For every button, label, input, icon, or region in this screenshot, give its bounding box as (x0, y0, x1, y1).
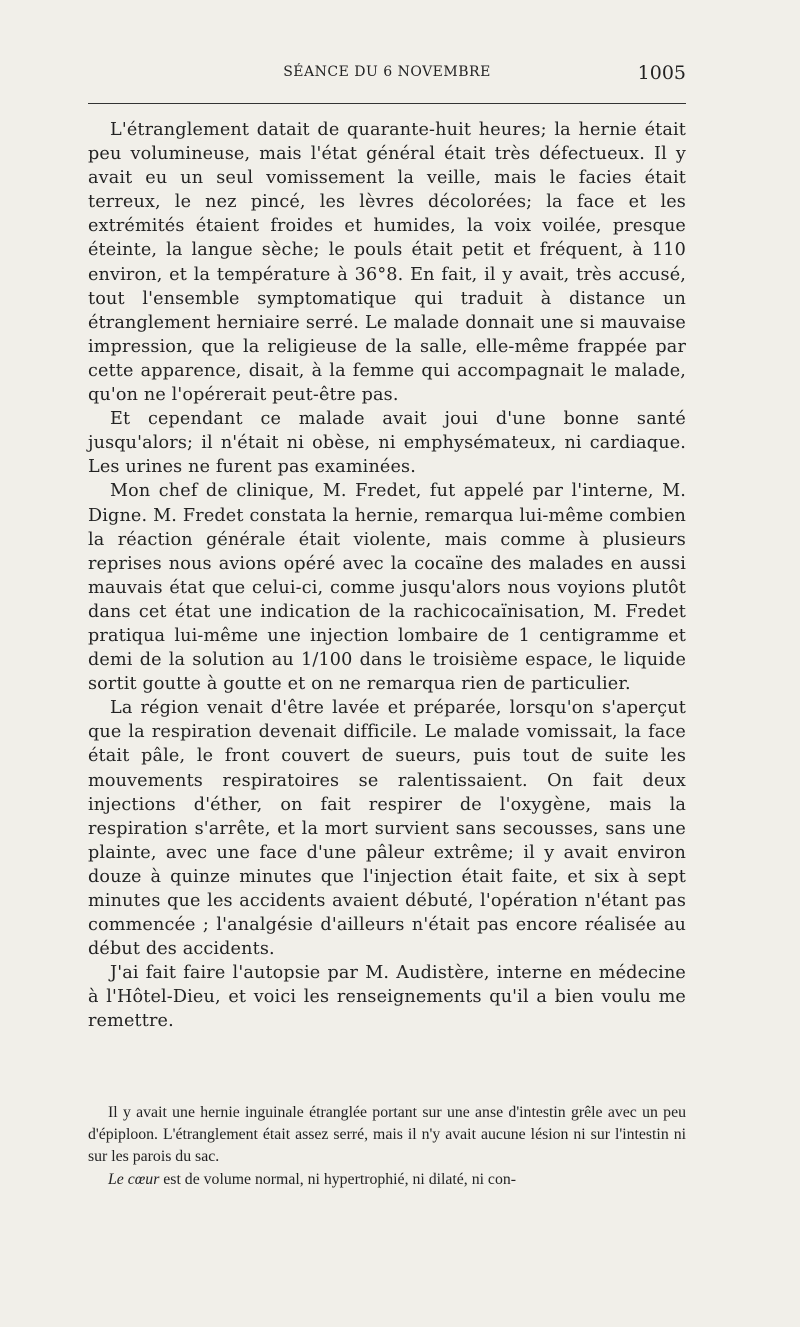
paragraph: L'étranglement datait de quarante-huit heures; la hernie était peu volumineuse, mais l'état général était très défectueux. Il y avait eu un seul vomissement la veille, mais le facies était terreux, le nez pincé, les lèvres décolorées; la face et les extrémités étaient froides et humides, la voix voilée, presque éteinte, la langue sèche; le pouls était petit et fréquent, à 110 environ, et la température à 36°8. En fait, il y avait, très accusé, tout l'ensemble symptomatique qui traduit à distance un étranglement herniaire serré. Le malade donnait une si mauvaise impression, que la religieuse de la salle, elle-même frappée par cette apparence, disait, à la femme qui accompagnait le malade, qu'on ne l'opérerait peut-être pas. (88, 120, 686, 406)
paragraph: Et cependant ce malade avait joui d'une bonne santé jusqu'alors; il n'était ni obèse, ni emphysémateux, ni cardiaque. Les urines ne furent pas examinées. (88, 409, 686, 478)
italic-term: Le cœur (108, 1170, 160, 1188)
report-paragraph (88, 1169, 686, 1191)
report-text: est de volume normal, ni hypertrophié, ni dilaté, ni con- (159, 1170, 517, 1188)
page-number: 1005 (637, 62, 686, 84)
paragraph: J'ai fait faire l'autopsie par M. Audistère, interne en médecine à l'Hôtel-Dieu, et voici les renseignements qu'il a bien voulu me remettre. (88, 963, 686, 1032)
autopsy-report (88, 1102, 686, 1191)
page-header (88, 62, 686, 90)
header-rule (88, 103, 686, 104)
paragraph: Mon chef de clinique, M. Fredet, fut appelé par l'interne, M. Digne. M. Fredet constata la hernie, remarqua lui-même combien la réaction générale était violente, mais comme à plusieurs reprises nous avions opéré avec la cocaïne des malades en aussi mauvais état que celui-ci, comme jusqu'alors nous voyions plutôt dans cet état une indication de la rachicocaïnisation, M. Fredet pratiqua lui-même une injection lombaire de 1 centigramme et demi de la solution au 1/100 dans le troisième espace, le liquide sortit goutte à goutte et on ne remarqua rien de particulier. (88, 481, 686, 695)
paragraph: La région venait d'être lavée et préparée, lorsqu'on s'aperçut que la respiration devenait difficile. Le malade vomissait, la face était pâle, le front couvert de sueurs, puis tout de suite les mouvements respiratoires se ralentissaient. On fait deux injections d'éther, on fait respirer de l'oxygène, mais la respiration s'arrête, et la mort survient sans secousses, sans une plainte, avec une face d'une pâleur extrême; il y avait environ douze à quinze minutes que l'injection était faite, et six à sept minutes que les accidents avaient débuté, l'opération n'étant pas commencée ; l'analgésie d'ailleurs n'était pas encore réalisée au début des accidents. (88, 698, 686, 960)
running-title: SÉANCE DU 6 NOVEMBRE (283, 64, 491, 80)
body-text (88, 118, 686, 1034)
report-paragraph: Il y avait une hernie inguinale étranglée portant sur une anse d'intestin grêle avec un peu d'épiploon. L'étranglement était assez serré, mais il n'y avait aucune lésion ni sur l'intestin ni sur les parois du sac. (88, 1104, 686, 1166)
